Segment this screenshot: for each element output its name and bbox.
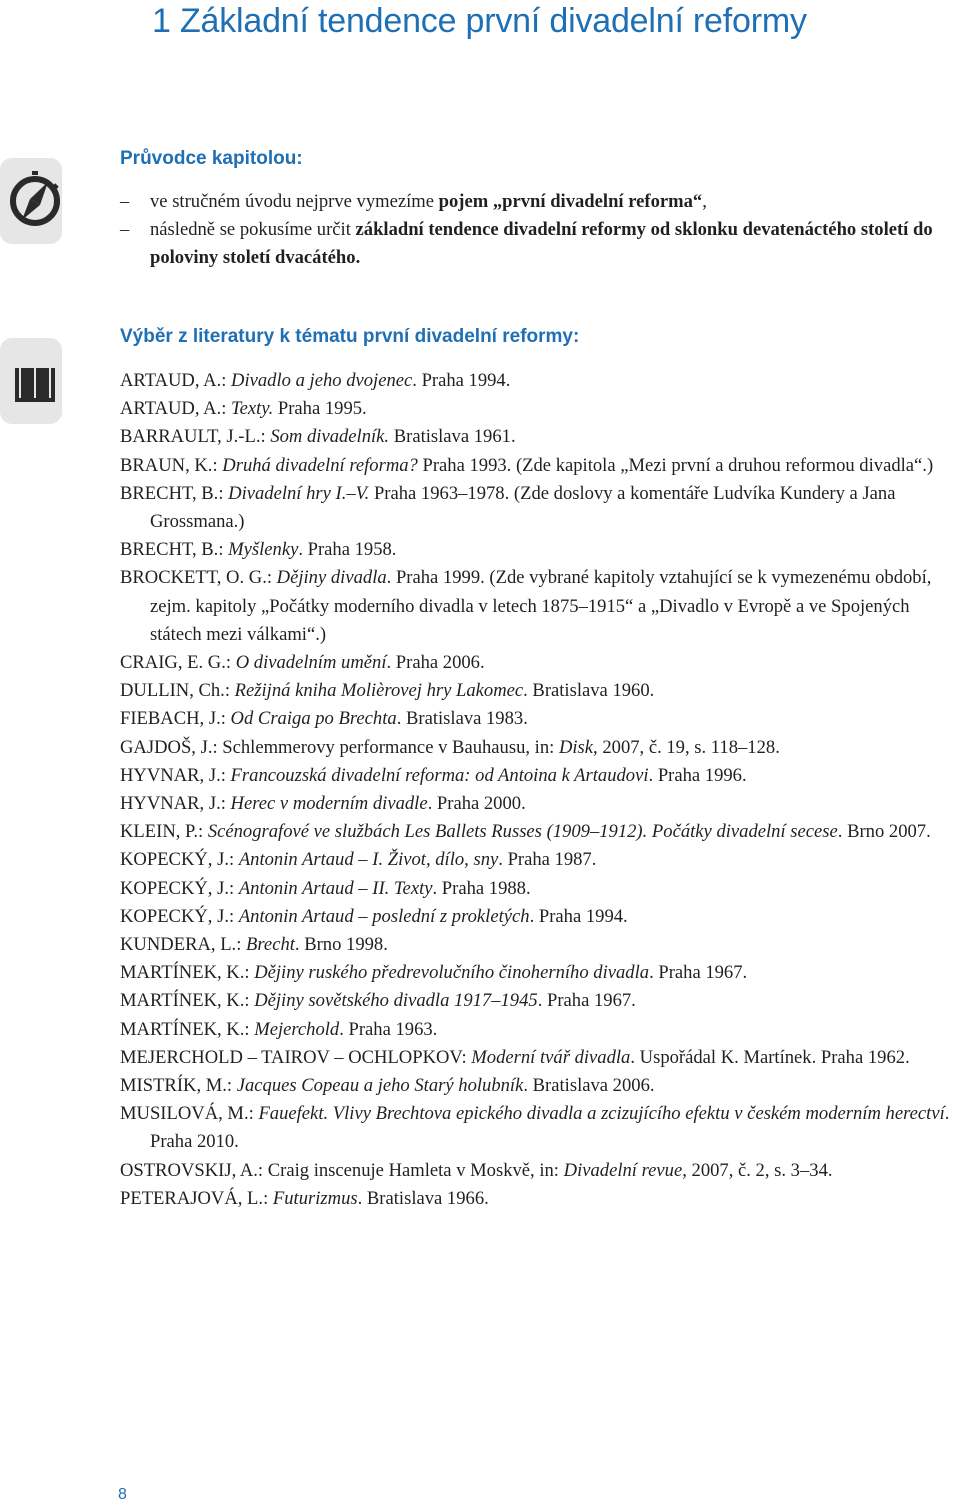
entry-details: . Praha 1963. xyxy=(339,1018,438,1040)
bibliography-entry xyxy=(120,705,960,733)
bibliography-entry xyxy=(120,734,960,762)
literature-heading: Výběr z literatury k tématu první divadelní reformy: xyxy=(120,326,580,347)
entry-title: Myšlenky xyxy=(228,539,299,561)
entry-author: HYVNAR, J.: xyxy=(120,793,231,815)
entry-details: Praha 1963–1978. (Zde doslovy a komentáře Ludvíka Kundery a Jana Grossmana.) xyxy=(150,482,896,533)
entry-title: Texty. xyxy=(231,398,274,420)
entry-author: MARTÍNEK, K.: xyxy=(120,1018,255,1040)
bibliography-entry xyxy=(120,1016,960,1044)
entry-details: , 2007, č. 19, s. 118–128. xyxy=(593,736,780,758)
entry-title: Mejerchold xyxy=(254,1018,340,1040)
entry-author: BARRAULT, J.-L.: xyxy=(120,426,271,448)
entry-title: Futurizmus xyxy=(272,1187,358,1209)
entry-title: Jacques Copeau a jeho Starý holubník xyxy=(236,1075,524,1097)
entry-details: Praha 1995. xyxy=(273,398,367,420)
bibliography-entry xyxy=(120,452,960,480)
entry-title: Moderní tvář divadla xyxy=(471,1046,631,1068)
page-number: 8 xyxy=(118,1486,127,1503)
guide-bold-text: základní tendence divadelní reformy od sklonku devatenáctého století do poloviny století dvacátého. xyxy=(150,219,933,268)
entry-details: . Praha 1967. xyxy=(537,990,636,1012)
entry-author: MARTÍNEK, K.: xyxy=(120,962,255,984)
guide-bold-text: pojem „první divadelní reforma“ xyxy=(438,191,703,212)
entry-author: MISTRÍK, M.: xyxy=(120,1075,237,1097)
entry-title: Francouzská divadelní reforma: od Antoina k Artaudovi xyxy=(230,764,649,786)
entry-details: . Praha 2010. xyxy=(150,1103,950,1153)
entry-title: Režijná kniha Molièrovej hry Lakomec xyxy=(234,680,524,702)
entry-author: CRAIG, E. G.: xyxy=(120,652,236,674)
bibliography-entry xyxy=(120,1100,960,1156)
bibliography-entry xyxy=(120,367,960,395)
bibliography-entry xyxy=(120,564,960,649)
entry-author: FIEBACH, J.: xyxy=(120,708,231,730)
entry-title: Scénografové ve službách Les Ballets Russes (1909–1912). Počátky divadelní secese xyxy=(207,821,838,843)
open-book-icon xyxy=(0,338,62,424)
entry-author: BRECHT, B.: xyxy=(120,482,229,504)
list-dash: – xyxy=(120,219,130,240)
entry-title: Antonin Artaud – poslední z prokletých xyxy=(238,905,530,927)
entry-details: . Brno 1998. xyxy=(294,934,388,956)
entry-author: DULLIN, Ch.: xyxy=(120,680,235,702)
entry-title: Dějiny divadla xyxy=(276,567,387,589)
entry-title: Divadelní revue xyxy=(563,1159,683,1181)
bibliography-list xyxy=(120,367,960,1213)
entry-author: PETERAJOVÁ, L.: xyxy=(120,1187,273,1209)
chapter-title: 1 Základní tendence první divadelní reformy xyxy=(152,2,807,40)
bibliography-entry xyxy=(120,931,960,959)
entry-details: , 2007, č. 2, s. 3–34. xyxy=(682,1159,833,1181)
guide-list xyxy=(120,188,960,272)
entry-author: KOPECKÝ, J.: xyxy=(120,849,239,871)
entry-title: Antonin Artaud – I. Život, dílo, sny xyxy=(238,849,499,871)
bibliography-entry xyxy=(120,762,960,790)
entry-title: Som divadelník. xyxy=(270,426,390,448)
entry-title: Divadlo a jeho dvojenec xyxy=(231,370,413,391)
entry-details: . Praha 1994. xyxy=(529,905,628,927)
entry-title: Brecht xyxy=(246,934,295,956)
bibliography-entry xyxy=(120,395,960,423)
entry-author: HYVNAR, J.: xyxy=(120,764,231,786)
entry-details: . Bratislava 1983. xyxy=(396,708,528,730)
list-dash: – xyxy=(120,191,130,212)
bibliography-entry xyxy=(120,875,960,903)
bibliography-entry xyxy=(120,649,960,677)
entry-author: GAJDOŠ, J.: Schlemmerovy performance v Bauhausu, in: xyxy=(120,736,559,758)
entry-title: Druhá divadelní reforma? xyxy=(222,454,418,476)
bibliography-entry xyxy=(120,790,960,818)
bibliography-entry xyxy=(120,818,960,846)
entry-title: O divadelním umění xyxy=(235,652,387,674)
entry-author: BRECHT, B.: xyxy=(120,539,229,561)
entry-details: . Brno 2007. xyxy=(837,821,931,843)
bibliography-entry xyxy=(120,903,960,931)
entry-author: BRAUN, K.: xyxy=(120,454,223,476)
entry-author: KUNDERA, L.: xyxy=(120,934,247,956)
bibliography-entry xyxy=(120,1072,960,1100)
entry-details: . Praha 1967. xyxy=(649,962,748,984)
entry-details: . Praha 1999. (Zde vybrané kapitoly vztahující se k vymezenému období, zejm. kapitoly „Počátky moderního divadla v letech 1875–1915“ a „Divadlo v Evropě a ve Spojených státech mezi válkami“.) xyxy=(150,567,932,645)
entry-title: Disk xyxy=(558,736,594,758)
entry-author: MARTÍNEK, K.: xyxy=(120,990,255,1012)
entry-details: . Praha 2000. xyxy=(427,793,526,815)
entry-details: . Bratislava 2006. xyxy=(523,1075,655,1097)
entry-author: MEJERCHOLD – TAIROV – OCHLOPKOV: xyxy=(120,1046,472,1068)
guide-item xyxy=(120,188,960,216)
entry-details: . Praha 1994. xyxy=(412,370,511,391)
entry-author: KOPECKÝ, J.: xyxy=(120,877,239,899)
guide-text: , xyxy=(702,191,707,212)
bibliography-entry xyxy=(120,846,960,874)
entry-title: Fauefekt. Vlivy Brechtova epického divadla a zcizujícího efektu v českém moderním herectví xyxy=(258,1103,945,1125)
entry-author: KLEIN, P.: xyxy=(120,821,208,843)
entry-title: Od Craiga po Brechta xyxy=(230,708,397,730)
entry-author: MUSILOVÁ, M.: xyxy=(120,1103,259,1125)
entry-details: . Praha 2006. xyxy=(386,652,485,674)
entry-title: Dějiny sovětského divadla 1917–1945 xyxy=(254,990,538,1012)
guide-text: následně se pokusíme určit xyxy=(150,219,356,240)
entry-details: . Bratislava 1960. xyxy=(523,680,655,702)
bibliography-entry xyxy=(120,1157,960,1185)
entry-author: KOPECKÝ, J.: xyxy=(120,905,239,927)
entry-details: . Praha 1987. xyxy=(498,849,597,871)
entry-details: Praha 1993. (Zde kapitola „Mezi první a druhou reformou divadla“.) xyxy=(417,454,934,476)
entry-details: . Praha 1958. xyxy=(298,539,397,561)
entry-title: Dějiny ruského předrevolučního činoherního divadla xyxy=(254,962,650,984)
entry-details: . Praha 1988. xyxy=(432,877,531,899)
bibliography-entry xyxy=(120,987,960,1015)
entry-title: Divadelní hry I.–V. xyxy=(228,482,370,504)
bibliography-entry xyxy=(120,480,960,536)
entry-title: Antonin Artaud – II. Texty xyxy=(238,877,433,899)
guide-item xyxy=(120,216,960,272)
entry-details: Bratislava 1961. xyxy=(389,426,516,448)
bibliography-entry xyxy=(120,959,960,987)
entry-author: ARTAUD, A.: xyxy=(120,398,232,420)
entry-details: . Uspořádal K. Martínek. Praha 1962. xyxy=(630,1046,910,1068)
bibliography-entry xyxy=(120,1044,960,1072)
bibliography-entry xyxy=(120,677,960,705)
entry-author: OSTROVSKIJ, A.: Craig inscenuje Hamleta v Moskvě, in: xyxy=(120,1159,564,1181)
guide-heading: Průvodce kapitolou: xyxy=(120,148,303,169)
entry-title: Herec v moderním divadle xyxy=(230,793,428,815)
bibliography-entry xyxy=(120,423,960,451)
bibliography-entry xyxy=(120,1185,960,1213)
entry-details: . Praha 1996. xyxy=(648,764,747,786)
compass-icon xyxy=(0,158,62,244)
guide-text: ve stručném úvodu nejprve vymezíme xyxy=(150,191,439,212)
entry-author: ARTAUD, A.: xyxy=(120,370,232,391)
entry-details: . Bratislava 1966. xyxy=(357,1187,489,1209)
entry-author: BROCKETT, O. G.: xyxy=(120,567,277,589)
bibliography-entry xyxy=(120,536,960,564)
